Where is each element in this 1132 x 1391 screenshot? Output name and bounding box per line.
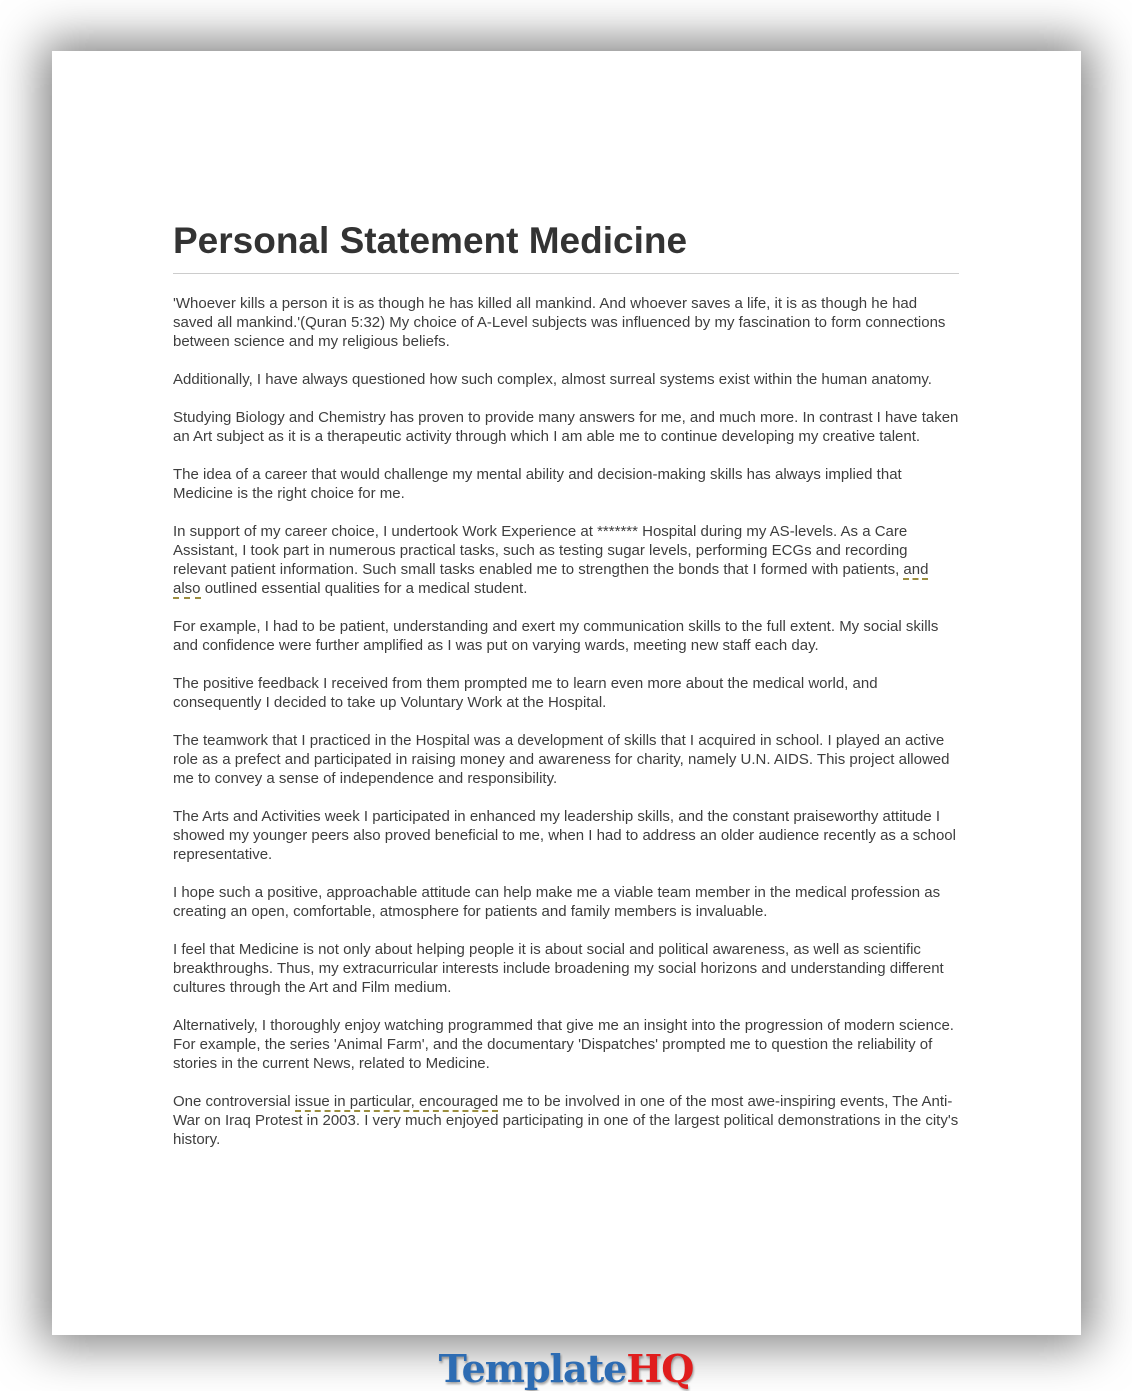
paragraph: For example, I had to be patient, understanding and exert my communication skills to the full extent. My social skills and confidence were further amplified as I was put on varying wards, meeting new staff each day. xyxy=(173,617,939,654)
templatehq-logo xyxy=(0,1346,1132,1391)
paragraph-text: One controversial xyxy=(173,1092,295,1110)
paragraph: The teamwork that I practiced in the Hospital was a development of skills that I acquired in school. I played an active role as a prefect and participated in raising money and awareness for charity, namely U.N. AIDS. This project allowed me to convey a sense of independence and responsibility. xyxy=(173,731,950,787)
paragraph: Studying Biology and Chemistry has proven to provide many answers for me, and much more. In contrast I have taken an Art subject as it is a therapeutic activity through which I am able me to continue developing my creative talent. xyxy=(173,408,959,445)
paragraph: The Arts and Activities week I participated in enhanced my leadership skills, and the constant praiseworthy attitude I showed my younger peers also proved beneficial to me, when I had to address an older audience recently as a school representative. xyxy=(173,807,956,863)
grammar-marked-text: issue in particular, encouraged xyxy=(294,1092,499,1110)
paragraph: The idea of a career that would challenge my mental ability and decision-making skills has always implied that Medicine is the right choice for me. xyxy=(173,465,902,502)
paragraph-text: me to be involved in one of the most awe-inspiring events, The Anti-War on Iraq Protest in 2003. I very much enjoyed participating in one of the largest political demonstrations in the city's history. xyxy=(173,1092,959,1148)
paragraph: The positive feedback I received from them prompted me to learn even more about the medical world, and consequently I decided to take up Voluntary Work at the Hospital. xyxy=(173,674,878,711)
paragraph: Alternatively, I thoroughly enjoy watching programmed that give me an insight into the progression of modern science. For example, the series 'Animal Farm', and the documentary 'Dispatches' prompted me to question the reliability of stories in the current News, related to Medicine. xyxy=(173,1016,954,1072)
page-title: Personal Statement Medicine xyxy=(173,220,959,274)
grammar-marked-text: and also xyxy=(173,560,929,597)
paragraph xyxy=(173,522,959,598)
templatehq-logo-template: Template xyxy=(438,1346,627,1391)
document-body xyxy=(173,294,959,1149)
paragraph: 'Whoever kills a person it is as though he has killed all mankind. And whoever saves a life, it is as though he had saved all mankind.'(Quran 5:32) My choice of A-Level subjects was influenced by my fascination to form connections between science and my religious beliefs. xyxy=(173,294,946,350)
paragraph xyxy=(173,1092,959,1149)
paragraph: I feel that Medicine is not only about helping people it is about social and political awareness, as well as scientific breakthroughs. Thus, my extracurricular interests include broadening my social horizons and understanding different cultures through the Art and Film medium. xyxy=(173,940,944,996)
paragraph-text: outlined essential qualities for a medical student. xyxy=(200,579,528,597)
document-page xyxy=(52,51,1081,1335)
paragraph-text: In support of my career choice, I undertook Work Experience at ******* Hospital during my AS-levels. As a Care Assistant, I took part in numerous practical tasks, such as testing sugar levels, performing ECGs and recording relevant patient information. Such small tasks enabled me to strengthen the bonds that I formed with patients, xyxy=(173,522,908,578)
paragraph: I hope such a positive, approachable attitude can help make me a viable team member in the medical profession as creating an open, comfortable, atmosphere for patients and family members is invaluable. xyxy=(173,883,941,920)
templatehq-logo-hq: HQ xyxy=(626,1346,694,1391)
paragraph: Additionally, I have always questioned how such complex, almost surreal systems exist within the human anatomy. xyxy=(173,370,932,388)
